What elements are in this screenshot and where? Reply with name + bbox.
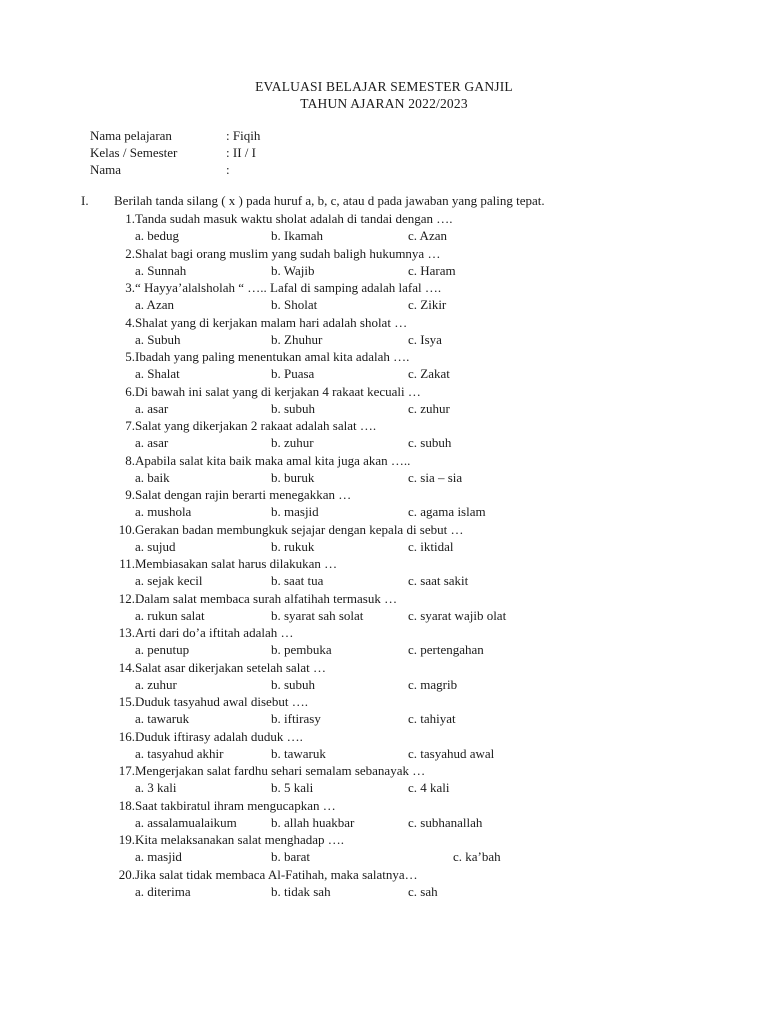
option-b: b. Ikamah bbox=[271, 228, 323, 243]
question-number: 10. bbox=[118, 521, 135, 537]
question-number: 15. bbox=[118, 694, 135, 709]
question-item bbox=[113, 797, 673, 832]
option-b: b. Zhuhur bbox=[271, 331, 323, 347]
question-text: Mengerjakan salat fardhu sehari semalam sebanayak … bbox=[135, 763, 426, 778]
option-b: b. syarat sah solat bbox=[271, 607, 364, 623]
option-b: b. Sholat bbox=[271, 297, 318, 312]
question-item bbox=[113, 210, 673, 245]
option-a: a. tasyahud akhir bbox=[135, 745, 224, 761]
question-item bbox=[113, 486, 673, 521]
answer-options bbox=[135, 469, 655, 486]
option-b: b. masjid bbox=[271, 504, 319, 519]
question-item bbox=[113, 452, 673, 487]
answer-options bbox=[135, 779, 655, 796]
option-a: a. rukun salat bbox=[135, 607, 205, 623]
question-number: 3. bbox=[125, 280, 135, 295]
question-item bbox=[113, 624, 673, 659]
question-text: Salat dengan rajin berarti menegakkan … bbox=[135, 487, 352, 502]
option-a: a. mushola bbox=[135, 504, 192, 519]
option-b: b. iftirasy bbox=[271, 711, 321, 726]
option-a: a. zuhur bbox=[135, 676, 177, 692]
info-value: : II / I bbox=[226, 145, 256, 160]
answer-options bbox=[135, 883, 655, 900]
answer-options bbox=[135, 400, 655, 417]
option-c: c. iktidal bbox=[408, 538, 454, 554]
answer-options bbox=[135, 262, 655, 279]
question-item bbox=[113, 693, 673, 728]
option-a: a. sejak kecil bbox=[135, 573, 203, 588]
question-item bbox=[113, 659, 673, 694]
option-a: a. diterima bbox=[135, 883, 191, 899]
answer-options bbox=[135, 434, 655, 451]
question-item bbox=[113, 383, 673, 418]
option-b: b. Wajib bbox=[271, 262, 315, 278]
option-b: b. tidak sah bbox=[271, 883, 331, 899]
question-text: Shalat yang di kerjakan malam hari adalah sholat … bbox=[135, 314, 408, 330]
info-label: Nama pelajaran bbox=[90, 128, 172, 143]
option-c: c. zuhur bbox=[408, 400, 450, 416]
option-c: c. tahiyat bbox=[408, 711, 456, 726]
option-a: a. sujud bbox=[135, 538, 176, 554]
exam-title: EVALUASI BELAJAR SEMESTER GANJIL bbox=[255, 79, 513, 94]
answer-options bbox=[135, 848, 655, 865]
question-text: Duduk iftirasy adalah duduk …. bbox=[135, 728, 303, 744]
info-value: : Fiqih bbox=[226, 128, 261, 143]
section-instruction: Berilah tanda silang ( x ) pada huruf a, b, c, atau d pada jawaban yang paling tepat. bbox=[114, 193, 545, 208]
question-number: 4. bbox=[125, 314, 135, 330]
question-item bbox=[113, 348, 673, 383]
question-number: 7. bbox=[125, 418, 135, 433]
question-item bbox=[113, 762, 673, 797]
answer-options bbox=[135, 296, 655, 313]
answer-options bbox=[135, 227, 655, 244]
info-label: Nama bbox=[90, 162, 122, 177]
question-number: 2. bbox=[125, 245, 135, 261]
question-number: 12. bbox=[118, 590, 135, 606]
answer-options bbox=[135, 676, 655, 693]
option-c: c. Zikir bbox=[408, 297, 447, 312]
answer-options bbox=[135, 607, 655, 624]
option-c: c. agama islam bbox=[408, 504, 486, 519]
option-b: b. zuhur bbox=[271, 435, 314, 450]
question-item bbox=[113, 417, 673, 452]
question-list bbox=[113, 210, 673, 900]
question-text: Salat asar dikerjakan setelah salat … bbox=[135, 659, 326, 675]
option-b: b. tawaruk bbox=[271, 745, 326, 761]
option-c: c. pertengahan bbox=[408, 642, 484, 657]
option-b: b. buruk bbox=[271, 469, 315, 485]
answer-options bbox=[135, 503, 655, 520]
question-text: Salat yang dikerjakan 2 rakaat adalah salat …. bbox=[135, 418, 377, 433]
question-text: Kita melaksanakan salat menghadap …. bbox=[135, 832, 345, 847]
option-c: c. Zakat bbox=[408, 366, 450, 381]
question-item bbox=[113, 866, 673, 901]
question-number: 5. bbox=[125, 349, 135, 364]
question-number: 8. bbox=[125, 452, 135, 468]
academic-year: TAHUN AJARAN 2022/2023 bbox=[300, 96, 468, 111]
option-c: c. syarat wajib olat bbox=[408, 607, 507, 623]
option-c: c. Haram bbox=[408, 262, 456, 278]
option-c: c. subhanallah bbox=[408, 814, 483, 830]
option-a: a. assalamualaikum bbox=[135, 814, 237, 830]
option-a: a. masjid bbox=[135, 849, 182, 864]
option-c: c. ka’bah bbox=[453, 849, 501, 864]
question-number: 11. bbox=[119, 556, 135, 571]
info-class bbox=[90, 144, 490, 161]
question-number: 6. bbox=[125, 383, 135, 399]
question-text: Tanda sudah masuk waktu sholat adalah di tandai dengan …. bbox=[135, 211, 453, 226]
question-text: Di bawah ini salat yang di kerjakan 4 rakaat kecuali … bbox=[135, 383, 421, 399]
question-item bbox=[113, 728, 673, 763]
question-number: 18. bbox=[118, 797, 135, 813]
info-subject bbox=[90, 127, 490, 144]
question-item bbox=[113, 831, 673, 866]
question-text: Duduk tasyahud awal disebut …. bbox=[135, 694, 308, 709]
question-item bbox=[113, 521, 673, 556]
option-b: b. 5 kali bbox=[271, 780, 314, 795]
option-a: a. Azan bbox=[135, 297, 174, 312]
question-number: 1. bbox=[125, 211, 135, 226]
question-item bbox=[113, 555, 673, 590]
option-b: b. Puasa bbox=[271, 366, 315, 381]
option-b: b. saat tua bbox=[271, 573, 324, 588]
option-c: c. 4 kali bbox=[408, 780, 450, 795]
question-item bbox=[113, 279, 673, 314]
option-b: b. rukuk bbox=[271, 538, 315, 554]
section-number: I. bbox=[81, 193, 89, 208]
question-text: Jika salat tidak membaca Al-Fatihah, maka salatnya… bbox=[135, 866, 418, 882]
option-a: a. asar bbox=[135, 400, 169, 416]
question-item bbox=[113, 314, 673, 349]
answer-options bbox=[135, 745, 655, 762]
answer-options bbox=[135, 365, 655, 382]
question-number: 16. bbox=[118, 728, 135, 744]
option-a: a. 3 kali bbox=[135, 780, 177, 795]
question-text: Dalam salat membaca surah alfatihah termasuk … bbox=[135, 590, 398, 606]
answer-options bbox=[135, 710, 655, 727]
question-number: 17. bbox=[118, 763, 135, 778]
question-text: Gerakan badan membungkuk sejajar dengan kepala di sebut … bbox=[135, 521, 464, 537]
option-c: c. sah bbox=[408, 883, 438, 899]
info-name bbox=[90, 161, 490, 178]
answer-options bbox=[135, 572, 655, 589]
option-c: c. sia – sia bbox=[408, 469, 463, 485]
option-a: a. Shalat bbox=[135, 366, 180, 381]
question-number: 20. bbox=[118, 866, 135, 882]
option-c: c. Azan bbox=[408, 228, 447, 243]
question-text: Shalat bagi orang muslim yang sudah baligh hukumnya … bbox=[135, 245, 441, 261]
student-info bbox=[90, 127, 490, 178]
answer-options bbox=[135, 538, 655, 555]
option-b: b. pembuka bbox=[271, 642, 332, 657]
question-item bbox=[113, 590, 673, 625]
answer-options bbox=[135, 814, 655, 831]
option-b: b. subuh bbox=[271, 400, 316, 416]
option-a: a. baik bbox=[135, 469, 170, 485]
option-b: b. barat bbox=[271, 849, 310, 864]
answer-options bbox=[135, 641, 655, 658]
option-b: b. subuh bbox=[271, 676, 316, 692]
question-number: 9. bbox=[125, 487, 135, 502]
question-text: Ibadah yang paling menentukan amal kita adalah …. bbox=[135, 349, 410, 364]
question-text: Apabila salat kita baik maka amal kita juga akan ….. bbox=[135, 452, 411, 468]
question-text: Arti dari do’a iftitah adalah … bbox=[135, 625, 294, 640]
question-number: 14. bbox=[118, 659, 135, 675]
info-label: Kelas / Semester bbox=[90, 145, 178, 160]
question-number: 19. bbox=[118, 832, 135, 847]
option-c: c. Isya bbox=[408, 331, 442, 347]
option-c: c. tasyahud awal bbox=[408, 745, 495, 761]
info-value: : bbox=[226, 162, 230, 177]
option-c: c. magrib bbox=[408, 676, 458, 692]
option-a: a. bedug bbox=[135, 228, 180, 243]
option-a: a. Sunnah bbox=[135, 262, 187, 278]
option-c: c. saat sakit bbox=[408, 573, 469, 588]
answer-options bbox=[135, 331, 655, 348]
question-text: Membiasakan salat harus dilakukan … bbox=[135, 556, 338, 571]
option-c: c. subuh bbox=[408, 435, 452, 450]
question-number: 13. bbox=[118, 625, 135, 640]
option-a: a. tawaruk bbox=[135, 711, 190, 726]
question-text: “ Hayya’alalsholah “ ….. Lafal di samping adalah lafal …. bbox=[135, 280, 442, 295]
option-b: b. allah huakbar bbox=[271, 814, 355, 830]
option-a: a. asar bbox=[135, 435, 169, 450]
option-a: a. penutup bbox=[135, 642, 190, 657]
option-a: a. Subuh bbox=[135, 331, 181, 347]
question-text: Saat takbiratul ihram mengucapkan … bbox=[135, 797, 336, 813]
question-item bbox=[113, 245, 673, 280]
